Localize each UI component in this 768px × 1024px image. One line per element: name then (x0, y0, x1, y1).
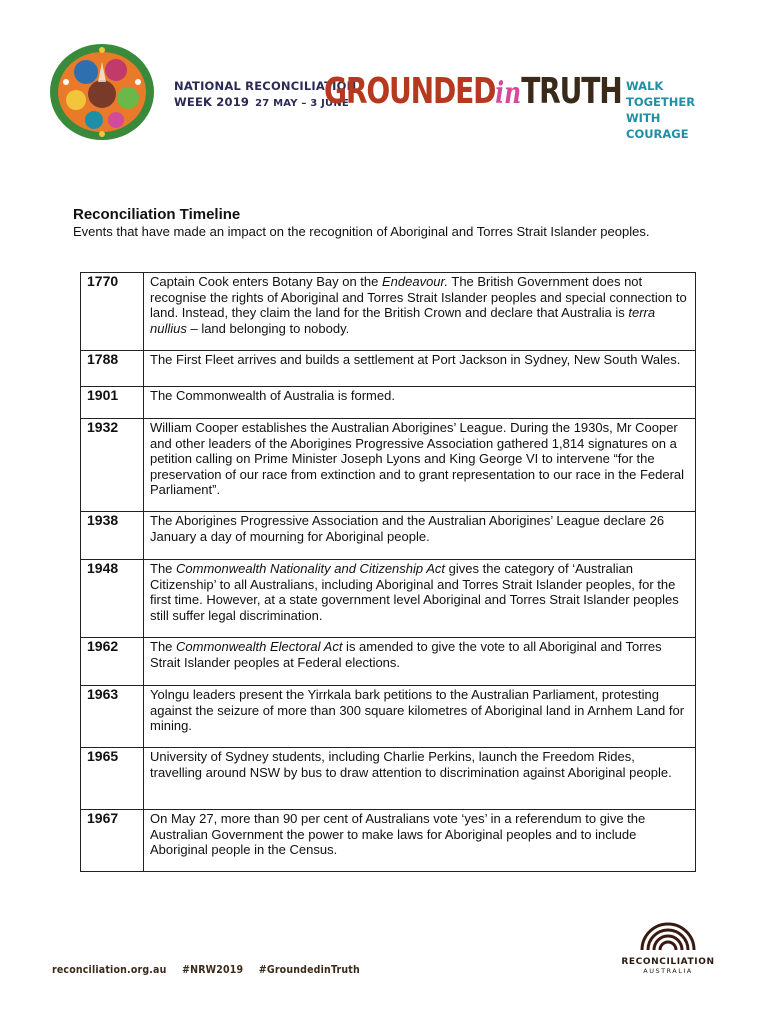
timeline-heading (73, 206, 693, 240)
page-title: Reconciliation Timeline (73, 206, 241, 223)
hashtag-grounded: #GroundedinTruth (258, 963, 360, 976)
event-cell (144, 638, 696, 686)
arcs-icon (636, 920, 700, 950)
table-row (81, 419, 696, 512)
event-cell: On May 27, more than 90 per cent of Australians vote ‘yes’ in a referendum to give the Australian Government the power to make laws for Aboriginal peoples and to include Aboriginal people in the Census. (144, 810, 696, 872)
footer-links (52, 963, 372, 976)
tagline-line1: WALK TOGETHER (626, 79, 696, 109)
nrw-line2: WEEK 2019 (174, 95, 250, 109)
year-cell: 1938 (81, 512, 144, 560)
table-row (81, 748, 696, 810)
table-row (81, 273, 696, 351)
event-cell: The Aborigines Progressive Association and the Australian Aborigines’ League declare 26 January a day of mourning for Aboriginal people. (144, 512, 696, 560)
event-text: The (150, 639, 177, 654)
table-row (81, 638, 696, 686)
website-link[interactable]: reconciliation.org.au (52, 963, 167, 976)
event-text: is amended to give the vote to all Aboriginal and Torres Strait Islander peoples at Federal elections. (150, 639, 662, 670)
event-cell (144, 273, 696, 351)
event-cell: University of Sydney students, including Charlie Perkins, launch the Freedom Rides, travelling around NSW by bus to draw attention to discrimination against Aboriginal people. (144, 748, 696, 810)
year-cell: 1967 (81, 810, 144, 872)
event-cell: The First Fleet arrives and builds a settlement at Port Jackson in Sydney, New South Wales. (144, 351, 696, 387)
year-cell: 1965 (81, 748, 144, 810)
event-cell (144, 560, 696, 638)
event-banner (46, 42, 726, 142)
year-cell: 1788 (81, 351, 144, 387)
year-cell: 1962 (81, 638, 144, 686)
nrw-dates: 27 MAY – 3 JUNE (255, 98, 349, 109)
table-row (81, 387, 696, 419)
event-cell: The Commonwealth of Australia is formed. (144, 387, 696, 419)
table-row (81, 810, 696, 872)
event-cell: Yolngu leaders present the Yirrkala bark petitions to the Australian Parliament, protesting against the seizure of more than 300 square kilometres of Aboriginal land in Arnhem Land for mining. (144, 686, 696, 748)
org-name: RECONCILIATION (621, 957, 715, 967)
theme-truth: TRUTH (521, 71, 622, 112)
table-row (81, 686, 696, 748)
year-cell: 1901 (81, 387, 144, 419)
event-text: Captain Cook enters Botany Bay on the (150, 274, 382, 289)
table-row (81, 560, 696, 638)
event-text: The British Government does not recognise the rights of Aboriginal and Torres Strait Islander peoples and special connection to land. Instead, they claim the land for the British Crown and declare that Australia is (150, 274, 687, 320)
theme-grounded: GROUNDED (324, 71, 496, 112)
year-cell: 1932 (81, 419, 144, 512)
theme-in: in (495, 76, 522, 111)
org-sub: AUSTRALIA (643, 967, 693, 975)
nrw-artwork-logo (46, 42, 158, 142)
table-row (81, 512, 696, 560)
year-cell: 1770 (81, 273, 144, 351)
event-text: gives the category of ‘Australian Citizenship’ to all Australians, including Aboriginal and Torres Strait Islander peoples, for the first time. However, at a state government level Aboriginal and Torres Strait Islander peoples still suffer legal discrimination. (150, 561, 679, 623)
act-name: Commonwealth Electoral Act (176, 639, 343, 654)
tagline-line2: WITH COURAGE (626, 111, 689, 141)
tagline (626, 78, 726, 142)
nrw-line1: NATIONAL RECONCILIATION (174, 79, 357, 93)
page-subtitle: Events that have made an impact on the recognition of Aboriginal and Torres Strait Islander peoples. (73, 224, 650, 239)
act-name: Commonwealth Nationality and Citizenship Act (176, 561, 446, 576)
timeline-table (80, 272, 696, 872)
latin-term: terra nullius (150, 305, 656, 336)
year-cell: 1948 (81, 560, 144, 638)
table-row (81, 351, 696, 387)
year-cell: 1963 (81, 686, 144, 748)
ship-name: Endeavour. (381, 274, 448, 289)
theme-title (324, 72, 622, 114)
event-text: – land belonging to nobody. (186, 320, 350, 336)
reconciliation-australia-logo (618, 920, 718, 980)
event-cell: William Cooper establishes the Australian Aborigines’ League. During the 1930s, Mr Cooper and other leaders of the Aborigines Progressive Association gathered 1,814 signatures on a petition calling on Prime Minister Joseph Lyons and King George VI to intervene “for the preservation of our race from extinction and to grant representation to our race in the Federal Parliament”. (144, 419, 696, 512)
hashtag-nrw: #NRW2019 (182, 963, 244, 976)
event-text: The (150, 561, 177, 576)
